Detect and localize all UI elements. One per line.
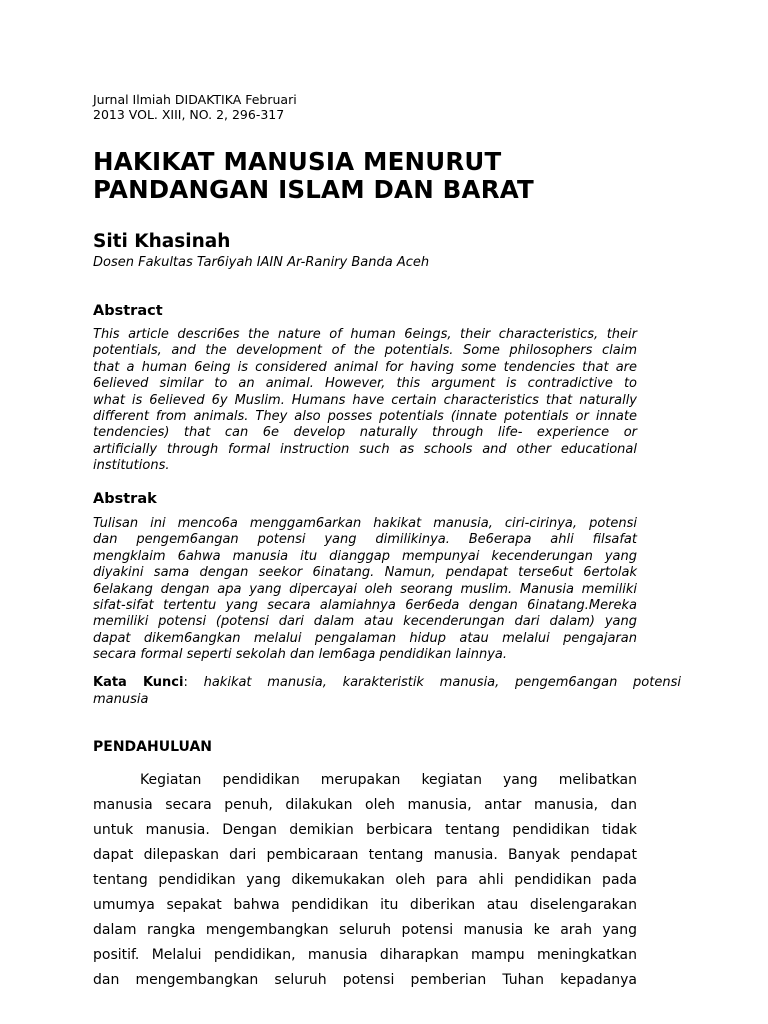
abstract-line: different from animals. They also posses potentials (innate potentials or innate [93,409,637,425]
abstract-line: artificially through formal instruction such as schools and other educational [93,441,637,457]
keywords-separator: : [183,675,188,690]
abstract-line: This article descri6es the nature of human 6eings, their characteristics, their [93,327,637,342]
body-line: dapat dilepaskan dari pembicaraan tentang manusia. Banyak pendapat [93,847,637,863]
body-line: dalam rangka mengembangkan seluruh potensi manusia ke arah yang [93,922,637,938]
journal-citation [93,92,297,122]
body-line: tentang pendidikan yang dikemukakan oleh para ahli pendidikan pada [93,872,637,888]
body-line: umumya sepakat bahwa pendidikan itu diberikan atau diselengarakan [93,897,637,913]
author-affiliation: Dosen Fakultas Tar6iyah IAIN Ar-Raniry Banda Aceh [93,255,430,270]
keywords-values-continued: manusia [93,692,149,707]
body-line: manusia secara penuh, dilakukan oleh manusia, antar manusia, dan [93,797,637,813]
abstrak-heading: Abstrak [93,491,157,507]
body-paragraph [93,768,637,993]
abstract-line: institutions. [93,458,170,474]
body-line: untuk manusia. Dengan demikian berbicara tentang pendidikan tidak [93,822,637,838]
abstract-line: tendencies) that can 6e develop naturally through life- experience or [93,425,637,441]
abstract-text [93,327,637,475]
keywords-label: Kata Kunci [93,675,184,690]
abstrak-text [93,516,637,664]
body-line: positif. Melalui pendidikan, manusia diharapkan mampu meningkatkan [93,947,637,963]
abstrak-line: sifat-sifat tertentu yang secara alamiahnya 6er6eda dengan 6inatang.Mereka [93,598,637,614]
author-name: Siti Khasinah [93,231,231,252]
journal-citation-line: 2013 VOL. XIII, NO. 2, 296-317 [93,107,285,122]
abstrak-line: Tulisan ini menco6a menggam6arkan hakikat manusia, ciri-cirinya, potensi [93,516,637,531]
abstrak-line: secara formal seperti sekolah dan lem6aga pendidikan lainnya. [93,647,507,663]
paper-title-line: HAKIKAT MANUSIA MENURUT [93,147,502,176]
abstrak-line: diyakini sama dengan seekor 6inatang. Namun, pendapat terse6ut 6ertolak [93,565,637,581]
paper-title-line: PANDANGAN ISLAM DAN BARAT [93,175,534,204]
keywords-line [93,674,681,691]
abstrak-line: 6elakang dengan apa yang dipercayai oleh seorang muslim. Manusia memiliki [93,581,637,597]
abstract-line: what is 6elieved 6y Muslim. Humans have certain characteristics that naturally [93,392,637,408]
paper-title [93,148,534,204]
keywords [93,674,681,708]
abstract-heading: Abstract [93,303,163,319]
body-line: dan mengembangkan seluruh potensi pemberian Tuhan kepadanya [93,972,637,988]
abstract-line: 6elieved similar to an animal. However, this argument is contradictive to [93,376,637,392]
body-line: Kegiatan pendidikan merupakan kegiatan yang melibatkan [140,772,637,788]
abstrak-line: dapat dikem6angkan melalui pengalaman hidup atau melalui pengajaran [93,630,637,646]
abstract-line: that a human 6eing is considered animal for having some tendencies that are [93,359,637,375]
abstrak-line: mengklaim 6ahwa manusia itu dianggap mempunyai kecenderungan yang [93,548,637,564]
section-heading-pendahuluan: PENDAHULUAN [93,739,212,755]
keywords-values: hakikat manusia, karakteristik manusia, pengem6angan potensi [203,675,681,690]
abstract-line: potentials, and the development of the potentials. Some philosophers claim [93,343,637,359]
journal-citation-line: Jurnal Ilmiah DIDAKTIKA Februari [93,92,297,107]
abstrak-line: memiliki potensi (potensi dari dalam atau kecenderungan dari dalam) yang [93,614,637,630]
abstrak-line: dan pengem6angan potensi yang dimilikinya. Be6erapa ahli filsafat [93,532,637,548]
